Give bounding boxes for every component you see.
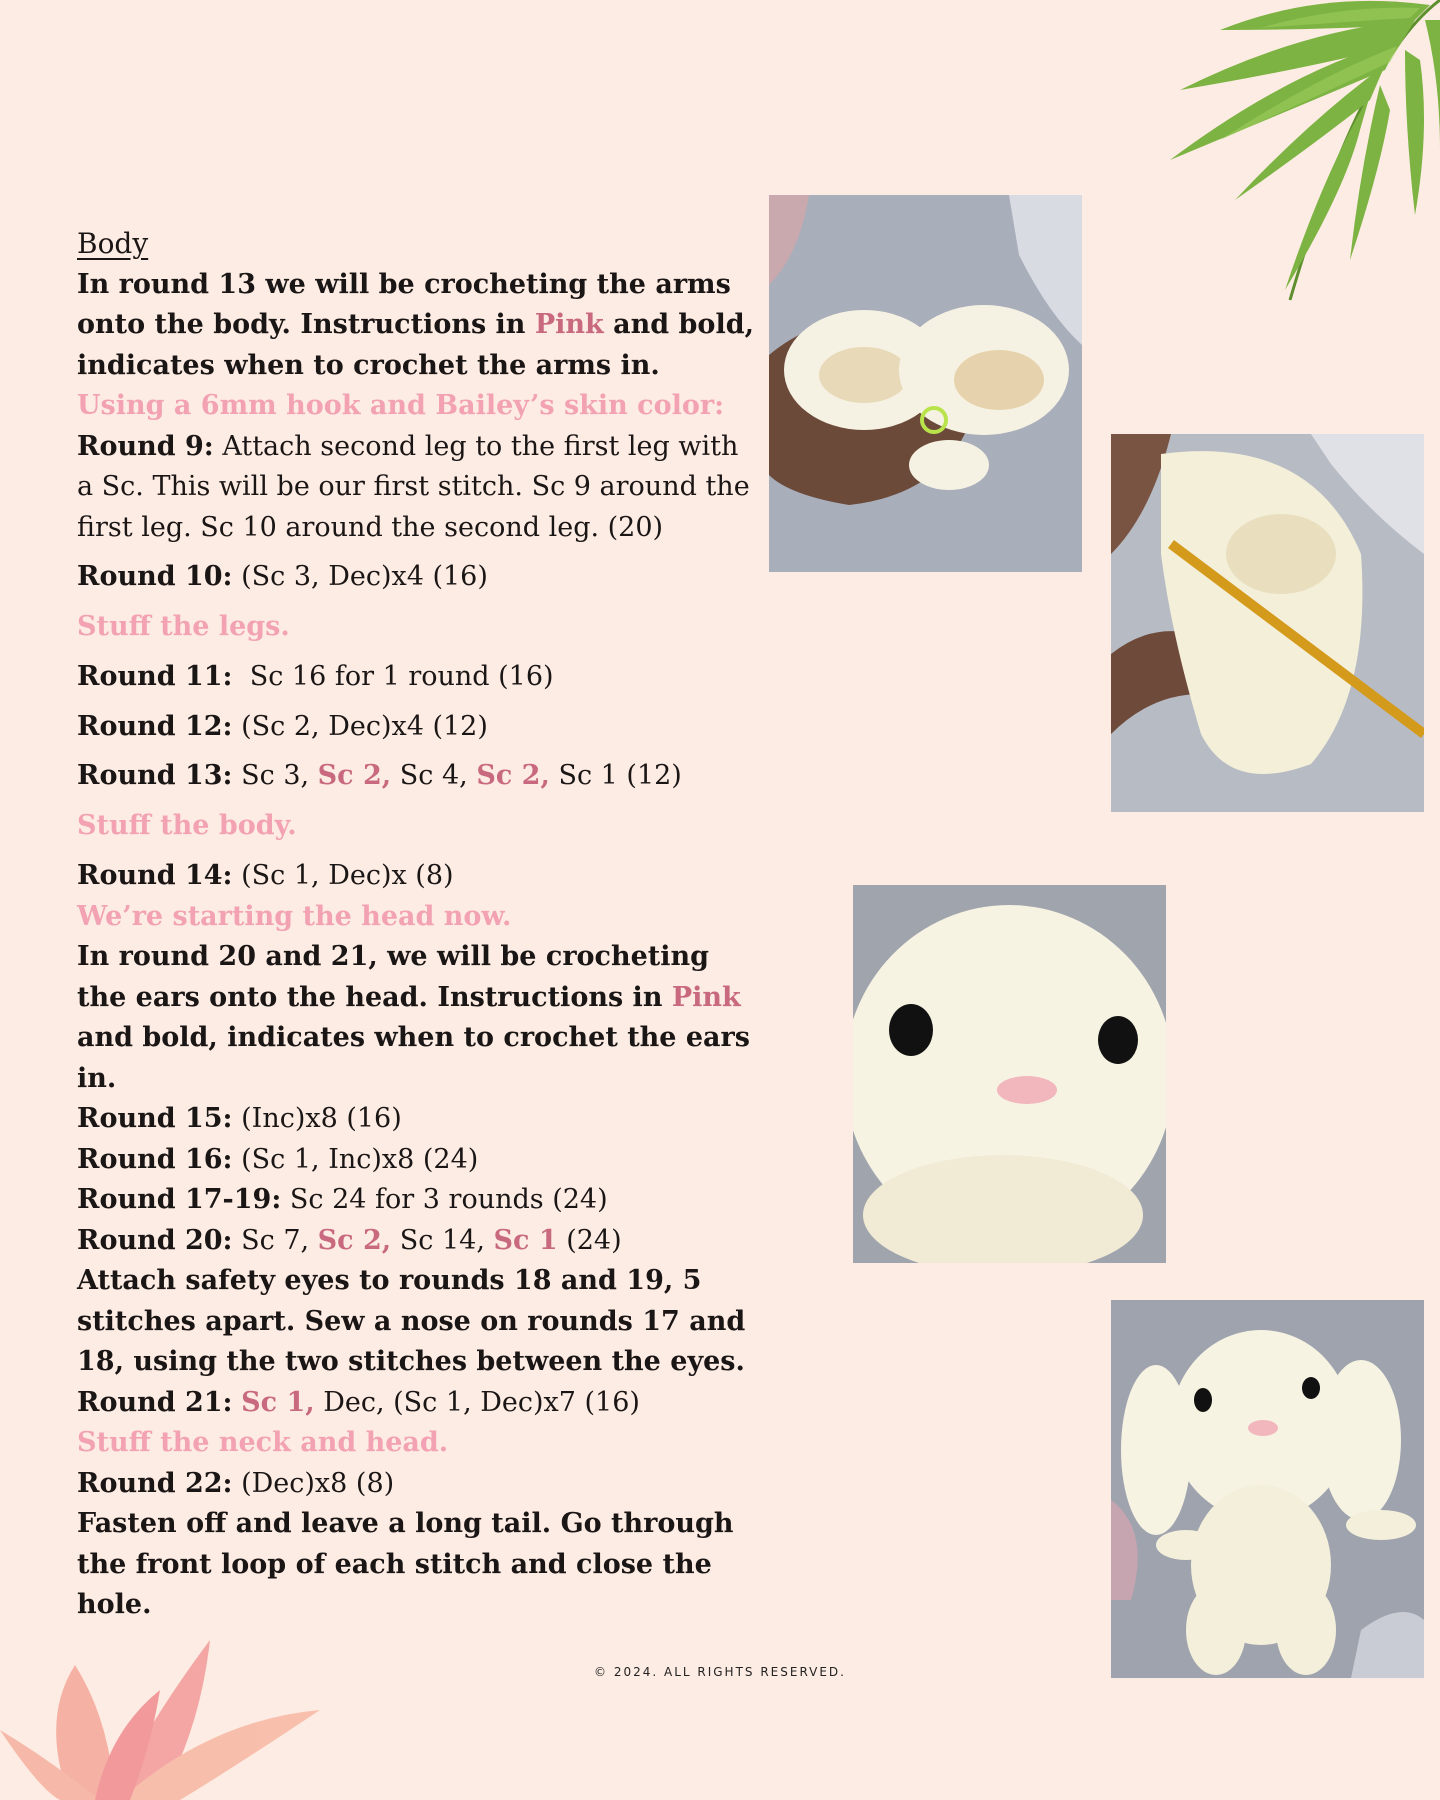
stuff-neck-note: Stuff the neck and head. <box>77 1427 449 1458</box>
photo-legs <box>769 195 1082 572</box>
round-17-19: Round 17-19: Sc 24 for 3 rounds (24) <box>77 1184 608 1215</box>
round-20: Round 20: Sc 7, Sc 2, Sc 14, Sc 1 (24) <box>77 1224 622 1256</box>
stuff-body-note: Stuff the body. <box>77 809 297 841</box>
stuff-legs-note: Stuff the legs. <box>77 610 290 642</box>
photo-bunny-full <box>1111 1300 1424 1678</box>
copyright-footer: © 2024. ALL RIGHTS RESERVED. <box>594 1665 846 1679</box>
ears-intro: In round 20 and 21, we will be crocheting the ears onto the head. Instructions in Pink and bold, indicates when to crochet the ears in. <box>77 941 750 1094</box>
round-21: Round 21: Sc 1, Dec, (Sc 1, Dec)x7 (16) <box>77 1386 640 1418</box>
photo-hook <box>1111 434 1424 812</box>
round-14: Round 14: (Sc 1, Dec)x (8) <box>77 860 454 891</box>
round-11: Round 11: Sc 16 for 1 round (16) <box>77 661 554 692</box>
finish-note: Fasten off and leave a long tail. Go through the front loop of each stitch and close the hole. <box>77 1508 734 1620</box>
eyes-note: Attach safety eyes to rounds 18 and 19, 5 stitches apart. Sew a nose on rounds 17 and 18, using the two stitches between the eyes. <box>77 1265 746 1377</box>
arms-intro: In round 13 we will be crocheting the arms onto the body. Instructions in Pink and bold, indicates when to crochet the arms in. <box>77 268 754 381</box>
photo-bunny-face <box>853 885 1166 1263</box>
round-10: Round 10: (Sc 3, Dec)x4 (16) <box>77 561 488 592</box>
round-16: Round 16: (Sc 1, Inc)x8 (24) <box>77 1143 479 1175</box>
round-12: Round 12: (Sc 2, Dec)x4 (12) <box>77 710 488 742</box>
round-9: Round 9: Attach second leg to the first leg with a Sc. This will be our first stitch. Sc 9 around the first leg. Sc 10 around the second leg. (20) <box>77 430 750 543</box>
round-13: Round 13: Sc 3, Sc 2, Sc 4, Sc 2, Sc 1 (12) <box>77 760 682 791</box>
round-15: Round 15: (Inc)x8 (16) <box>77 1103 402 1134</box>
pattern-text <box>77 224 757 1626</box>
head-note: We’re starting the head now. <box>77 900 512 932</box>
palm-leaf-decoration <box>1060 0 1440 320</box>
section-heading: Body <box>77 227 149 260</box>
round-22: Round 22: (Dec)x8 (8) <box>77 1467 395 1499</box>
hook-note: Using a 6mm hook and Bailey’s skin color: <box>77 390 725 421</box>
